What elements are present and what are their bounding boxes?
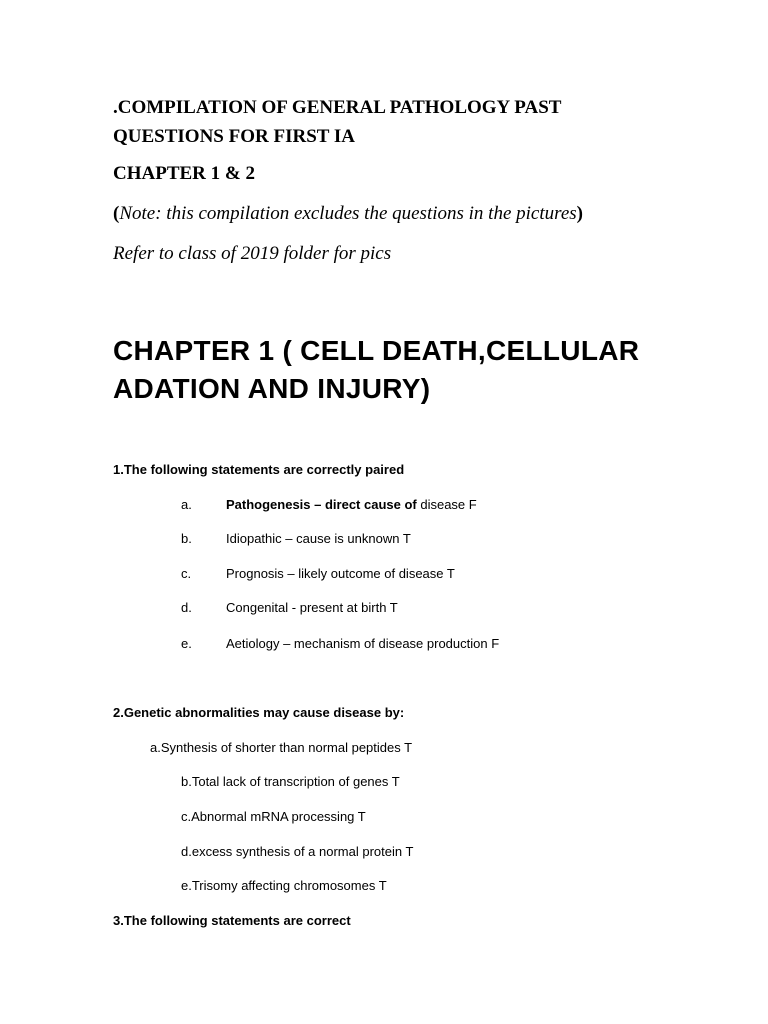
q1-option-letter: a. [181,497,192,512]
question-2-title: 2.Genetic abnormalities may cause disease by: [113,705,405,720]
q2-option-a: a.Synthesis of shorter than normal peptides T [150,740,413,755]
q1-option-a [226,497,477,512]
q2-option-d: d.excess synthesis of a normal protein T [181,844,414,859]
q1-option-letter: c. [181,566,192,581]
q2-option-c: c.Abnormal mRNA processing T [181,809,366,824]
q1-option-letter: b. [181,531,192,546]
chapters-line: CHAPTER 1 & 2 [113,163,255,184]
q2-option-e: e.Trisomy affecting chromosomes T [181,878,387,893]
q1-option-c: Prognosis – likely outcome of disease T [226,566,455,581]
document-title: .COMPILATION OF GENERAL PATHOLOGY PAST QUESTIONS FOR FIRST IA [113,97,562,147]
question-3-title: 3.The following statements are correct [113,913,351,928]
q1-option-letter: d. [181,600,192,615]
q1-option-b: Idiopathic – cause is unknown T [226,531,411,546]
q1-option-letter: e. [181,636,192,651]
q2-option-b: b.Total lack of transcription of genes T [181,774,400,789]
q1-option-d: Congenital - present at birth T [226,600,398,615]
note-close-paren: ) [576,203,583,224]
note-line [113,203,583,225]
refer-line: Refer to class of 2019 folder for pics [113,243,392,264]
chapter-1-heading: CHAPTER 1 ( CELL DEATH,CELLULAR ADATION AND INJURY) [113,335,640,404]
q1-option-a-bold: Pathogenesis – direct cause of [226,497,417,512]
question-1-title: 1.The following statements are correctly paired [113,462,405,477]
note-open-paren: ( [113,203,120,224]
note-text: Note: this compilation excludes the questions in the pictures [119,203,577,224]
q1-option-e: Aetiology – mechanism of disease production F [226,636,500,651]
q1-option-a-rest: disease F [416,497,477,512]
